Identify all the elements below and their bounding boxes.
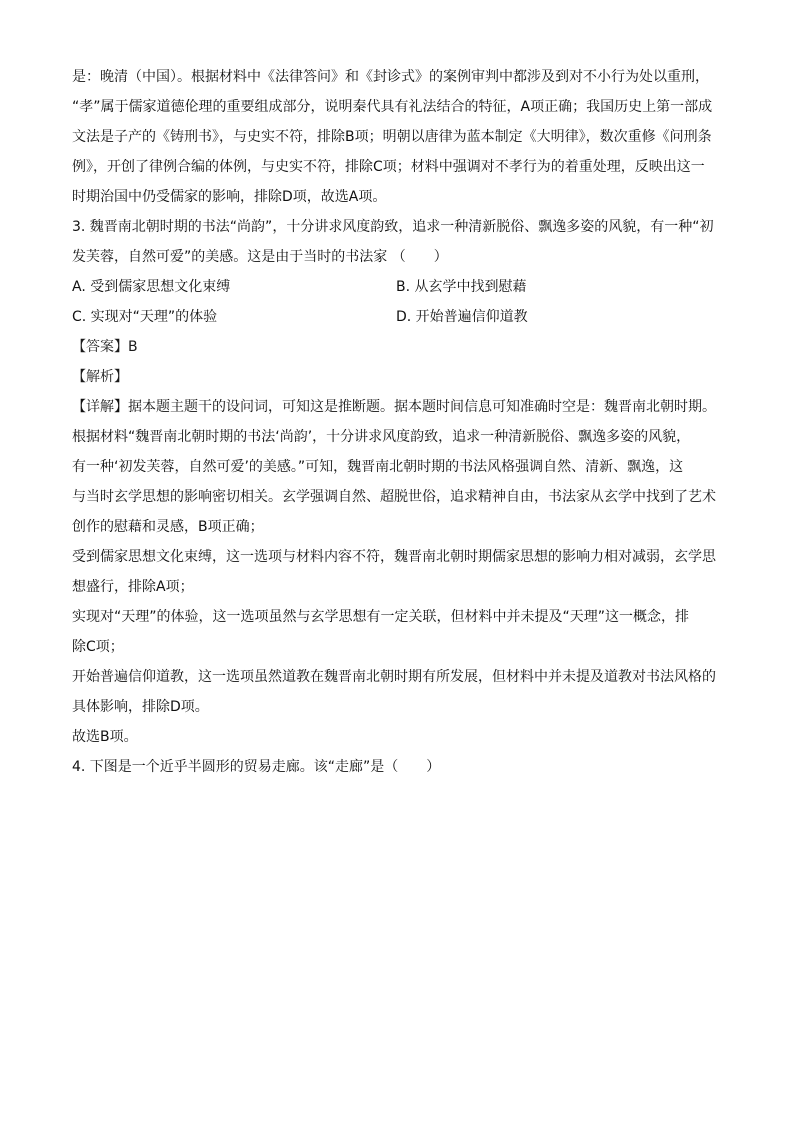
analysis-line: 根据材料“魏晋南北朝时期的书法‘尚韵’，十分讲求风度韵致，追求一种清新脱俗、飘逸多姿的风貌， [72,429,691,445]
question-3 [72,212,722,752]
analysis-line: 具体影响，排除D项。 [72,699,209,715]
analysis-body [72,392,722,752]
text-line: 是：晚清（中国）。根据材料中《法律答问》和《封诊式》的案例审判中都涉及到对不小行为处以重刑， [72,69,709,85]
analysis-line: 想盛行，排除A项； [72,579,194,595]
analysis-label: 【解析】 [72,369,128,385]
options-row [72,272,722,302]
question-4 [72,752,722,782]
analysis-line: 实现对“天理”的体验，这一选项虽然与玄学思想有一定关联，但材料中并未提及“天理”这一概念，排 [72,609,690,625]
analysis-line: 有一种‘初发芙蓉，自然可爱’的美感。”可知，魏晋南北朝时期的书法风格强调自然、清新、飘逸，这 [72,459,684,475]
text-line: 时期治国中仍受儒家的影响，排除D项，故选A项。 [72,189,387,205]
text-line: “孝”属于儒家道德伦理的重要组成部分，说明秦代具有礼法结合的特征，A项正确；我国历史上第一部成 [72,99,713,115]
text-line: 文法是子产的《铸刑书》，与史实不符，排除B项；明朝以唐律为蓝本制定《大明律》，数次重修《问刑条 [72,129,712,145]
analysis-line: 受到儒家思想文化束缚，这一选项与材料内容不符，魏晋南北朝时期儒家思想的影响力相对减弱，玄学思 [72,549,716,565]
analysis-line: 故选B项。 [72,729,138,745]
question-stem-line: 4. 下图是一个近乎半圆形的贸易走廊。该“走廊”是（ ） [72,759,441,775]
analysis-line: 【详解】据本题主题干的设问词，可知这是推断题。据本题时间信息可知准确时空是：魏晋南北朝时期。 [72,399,716,415]
option-b: B. 从玄学中找到慰藉 [396,279,527,295]
answer-label: 【答案】B [72,339,138,355]
analysis-line: 开始普遍信仰道教，这一选项虽然道教在魏晋南北朝时期有所发展，但材料中并未提及道教对书法风格的 [72,669,716,685]
analysis-line: 除C项； [72,639,124,655]
option-a: A. 受到儒家思想文化束缚 [72,279,231,295]
options-row [72,302,722,332]
document-page [72,62,722,782]
question-stem-line: 发芙蓉，自然可爱”的美感。这是由于当时的书法家 （ ） [72,249,448,265]
option-d: D. 开始普遍信仰道教 [396,309,528,325]
option-c: C. 实现对“天理”的体验 [72,309,218,325]
analysis-line: 与当时玄学思想的影响密切相关。玄学强调自然、超脱世俗，追求精神自由，书法家从玄学中找到了艺术 [72,489,716,505]
previous-explanation [72,62,722,212]
text-line: 例》，开创了律例合编的体例，与史实不符，排除C项；材料中强调对不孝行为的着重处理，反映出这一 [72,159,705,175]
analysis-line: 创作的慰藉和灵感，B项正确； [72,519,264,535]
question-stem-line: 3. 魏晋南北朝时期的书法“尚韵”，十分讲求风度韵致，追求一种清新脱俗、飘逸多姿的风貌，有一种“初 [72,219,714,235]
